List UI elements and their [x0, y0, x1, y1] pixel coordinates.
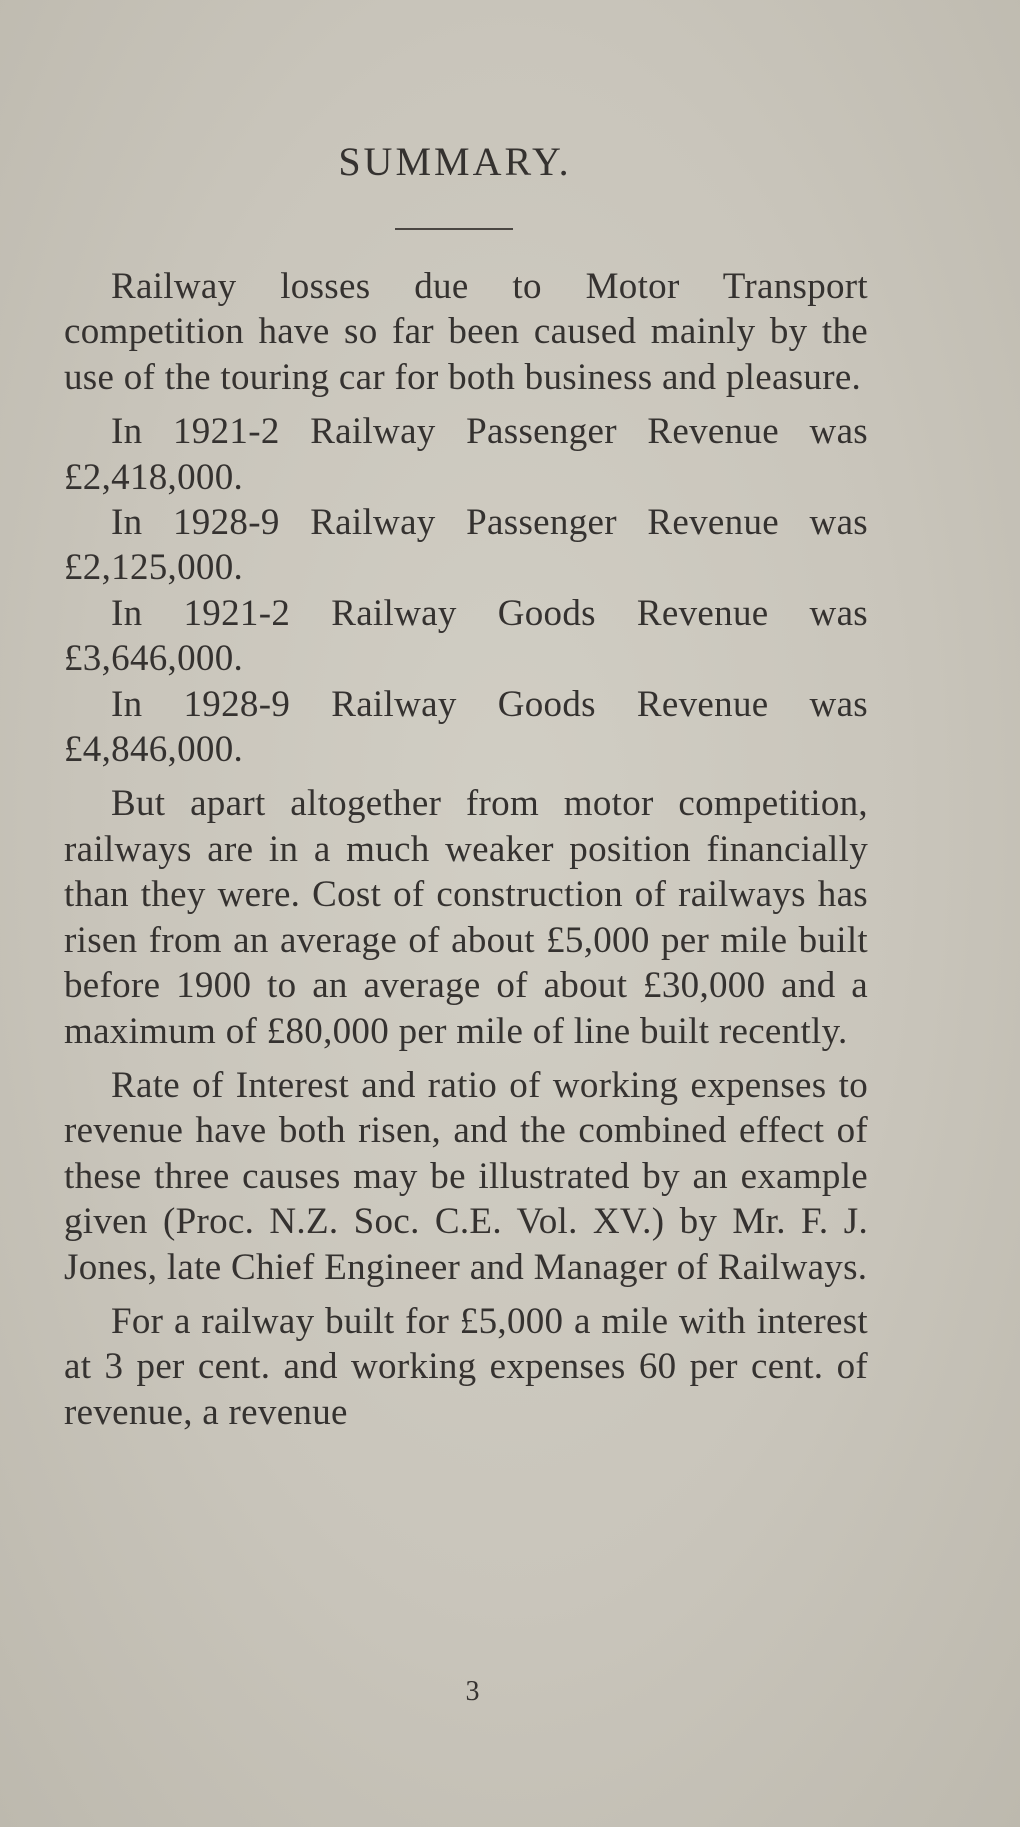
paragraph-interest-ratio: Rate of Interest and ratio of working expenses to revenue have both risen, and the combined effect of these three causes may be illustrated by an example given (Proc. N.Z. Soc. C.E. Vol. XV.) by Mr. F. J. Jones, late Chief Engineer and Manager of Railways. [64, 1064, 868, 1288]
paragraph-goods-1928: In 1928-9 Railway Goods Revenue was £4,846,000. [64, 683, 868, 771]
paragraph-goods-1921: In 1921-2 Railway Goods Revenue was £3,646,000. [64, 592, 868, 680]
paragraph-construction-cost: But apart altogether from motor competition, railways are in a much weaker position financially than they were. Cost of construction of railways has risen from an average of about £5,000 per mile built before 1900 to an average of about £30,000 and a maximum of £80,000 per mile of line built recently. [64, 783, 868, 1052]
page-title: SUMMARY. [338, 139, 572, 184]
paragraph-intro: Railway losses due to Motor Transport competition have so far been caused mainly by the use of the touring car for both business and pleasure. [64, 266, 868, 398]
paragraph-passenger-1921: In 1921-2 Railway Passenger Revenue was £2,418,000. [64, 411, 868, 498]
title-rule [395, 228, 513, 230]
page-number: 3 [465, 1676, 480, 1707]
body-text [64, 264, 868, 1435]
paragraph-passenger-1928: In 1928-9 Railway Passenger Revenue was £2,125,000. [64, 502, 868, 589]
paragraph-example: For a railway built for £5,000 a mile with interest at 3 per cent. and working expenses 60 per cent. of revenue, a revenue [64, 1300, 868, 1433]
